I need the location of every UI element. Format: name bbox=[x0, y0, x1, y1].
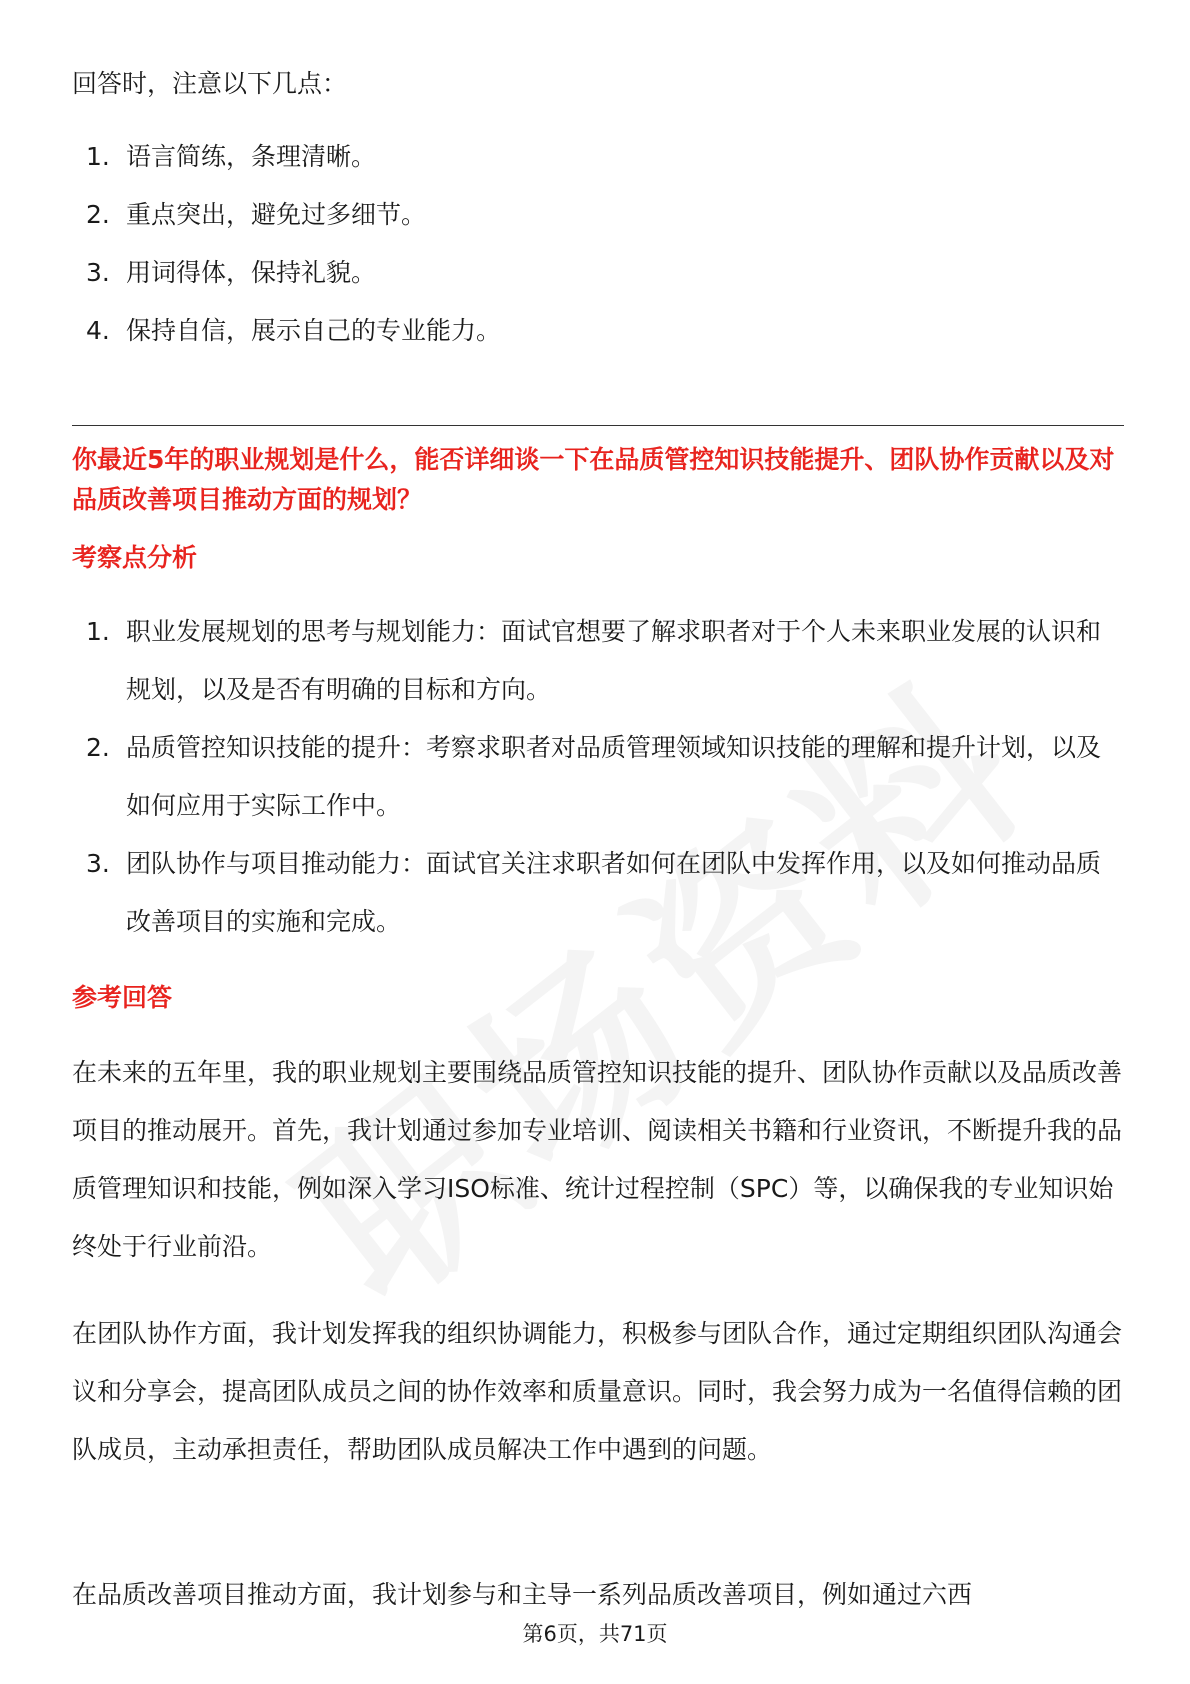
list-number: 3. bbox=[86, 258, 110, 287]
list-item bbox=[72, 835, 1124, 951]
list-text: 品质管控知识技能的提升：考察求职者对品质管理领域知识技能的理解和提升计划，以及如何应用于实际工作中。 bbox=[126, 733, 1102, 820]
analysis-list bbox=[72, 603, 1124, 951]
list-text: 保持自信，展示自己的专业能力。 bbox=[126, 316, 502, 345]
answer-paragraph: 在团队协作方面，我计划发挥我的组织协调能力，积极参与团队合作，通过定期组织团队沟通会议和分享会，提高团队成员之间的协作效率和质量意识。同时，我会努力成为一名值得信赖的团队成员，主动承担责任，帮助团队成员解决工作中遇到的问题。 bbox=[72, 1319, 1123, 1464]
answer-heading: 参考回答 bbox=[72, 983, 173, 1012]
page-number: 第6页，共71页 bbox=[522, 1622, 668, 1646]
list-number: 3. bbox=[86, 849, 110, 878]
analysis-heading: 考察点分析 bbox=[72, 543, 198, 572]
answer-paragraph: 在未来的五年里，我的职业规划主要围绕品质管控知识技能的提升、团队协作贡献以及品质改善项目的推动展开。首先，我计划通过参加专业培训、阅读相关书籍和行业资讯，不断提升我的品质管理知识和技能，例如深入学习ISO标准、统计过程控制（SPC）等，以确保我的专业知识始终处于行业前沿。 bbox=[72, 1058, 1123, 1261]
section-divider bbox=[72, 425, 1124, 426]
list-item bbox=[72, 244, 1124, 302]
list-item bbox=[72, 719, 1124, 835]
list-item bbox=[72, 603, 1124, 719]
list-text: 用词得体，保持礼貌。 bbox=[126, 258, 377, 287]
tips-list bbox=[72, 128, 1124, 360]
list-number: 2. bbox=[86, 733, 110, 762]
answer-paragraph: 在品质改善项目推动方面，我计划参与和主导一系列品质改善项目，例如通过六西 bbox=[72, 1580, 973, 1609]
list-number: 1. bbox=[86, 617, 110, 646]
list-text: 语言简练，条理清晰。 bbox=[126, 142, 377, 171]
list-item bbox=[72, 186, 1124, 244]
list-item bbox=[72, 128, 1124, 186]
list-text: 重点突出，避免过多细节。 bbox=[126, 200, 427, 229]
list-number: 4. bbox=[86, 316, 110, 345]
list-number: 2. bbox=[86, 200, 110, 229]
list-text: 职业发展规划的思考与规划能力：面试官想要了解求职者对于个人未来职业发展的认识和规划，以及是否有明确的目标和方向。 bbox=[126, 617, 1102, 704]
list-text: 团队协作与项目推动能力：面试官关注求职者如何在团队中发挥作用，以及如何推动品质改善项目的实施和完成。 bbox=[126, 849, 1102, 936]
list-item bbox=[72, 302, 1124, 360]
list-number: 1. bbox=[86, 142, 110, 171]
question-heading: 你最近5年的职业规划是什么，能否详细谈一下在品质管控知识技能提升、团队协作贡献以及对品质改善项目推动方面的规划？ bbox=[72, 445, 1115, 514]
intro-text: 回答时，注意以下几点： bbox=[72, 69, 348, 98]
